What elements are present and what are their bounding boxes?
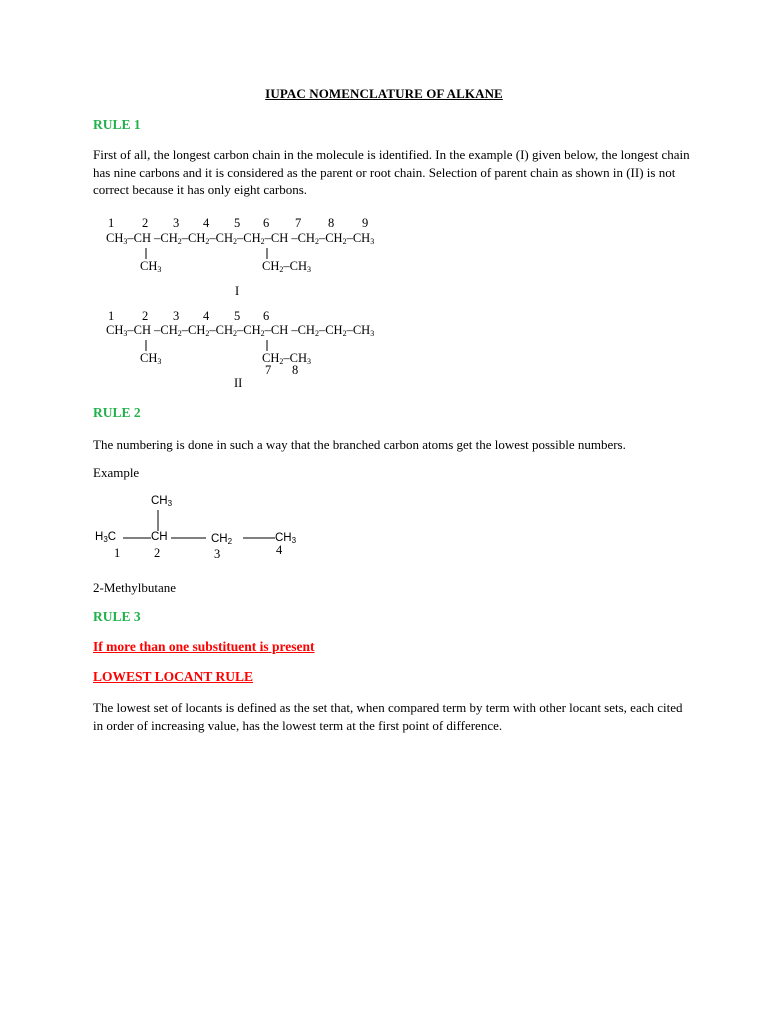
locant-8: 8 (328, 216, 335, 230)
structure-label-II: II (234, 376, 243, 390)
locant-3: 3 (214, 547, 221, 561)
locant-7: 7 (265, 363, 272, 377)
locant-9: 9 (362, 216, 369, 230)
rule2-heading: RULE 2 (93, 405, 141, 420)
rule3-paragraph: The lowest set of locants is defined as the set that, when compared term by term with other locant sets, each cited in order of increasing value, has the lowest term at the first point of difference. (93, 700, 683, 733)
locant-4: 4 (203, 309, 210, 323)
locant-4: 4 (276, 543, 283, 557)
branch-methyl: $CH_3$ (140, 351, 162, 366)
locant-6: 6 (263, 309, 270, 323)
locant-5: 5 (234, 309, 241, 323)
lowest-locant-heading: LOWEST LOCANT RULE (93, 669, 254, 684)
page-title: IUPAC NOMENCLATURE OF ALKANE (265, 86, 503, 101)
locant-4: 4 (203, 216, 210, 230)
branch-ethyl: $CH_2-CH_3$ (262, 351, 311, 366)
locant-1: 1 (114, 546, 121, 560)
locant-2: 2 (154, 546, 161, 560)
example-label: Example (93, 465, 140, 480)
carbon-3: $CH_2$ (211, 533, 233, 546)
locant-2: 2 (142, 309, 149, 323)
rule1-paragraph: First of all, the longest carbon chain in the molecule is identified. In the example (I) given below, the longest chain has nine carbons and it is considered as the parent or root chain. Selection of parent chain as shown in (II) is not correct because it has only eight carbons. (93, 147, 690, 197)
locant-8: 8 (292, 363, 299, 377)
locant-7: 7 (295, 216, 302, 230)
rule1-heading: RULE 1 (93, 117, 141, 132)
branch-ethyl: $CH_2-CH_3$ (262, 259, 311, 274)
structure-label-I: I (235, 284, 240, 298)
rule3-heading: RULE 3 (93, 609, 141, 624)
locant-3: 3 (173, 216, 180, 230)
rule3-subheading: If more than one substituent is present (93, 639, 315, 654)
carbon-2: CH (151, 531, 168, 543)
branch-methyl: $CH_3$ (140, 259, 162, 274)
locant-1: 1 (108, 216, 115, 230)
locant-6: 6 (263, 216, 270, 230)
locant-2: 2 (142, 216, 149, 230)
rule2-paragraph: The numbering is done in such a way that the branched carbon atoms get the lowest possible numbers. (93, 437, 626, 452)
methyl-top: $CH_3$ (151, 495, 173, 508)
carbon-4: $CH_3$ (275, 532, 297, 545)
main-chain-formula: $CH_3-CH$ $-CH_2-CH_2-CH_2-CH_2-CH$ $-CH_2-CH_2-CH_3$ (106, 231, 375, 246)
compound-name: 2-Methylbutane (93, 580, 177, 595)
main-chain-formula: $CH_3-CH$ $-CH_2-CH_2-CH_2-CH_2-CH$ $-CH_2-CH_2-CH_3$ (106, 323, 375, 338)
locant-5: 5 (234, 216, 241, 230)
locant-1: 1 (108, 309, 115, 323)
locant-3: 3 (173, 309, 180, 323)
carbon-1: $H_3C$ (95, 531, 117, 544)
